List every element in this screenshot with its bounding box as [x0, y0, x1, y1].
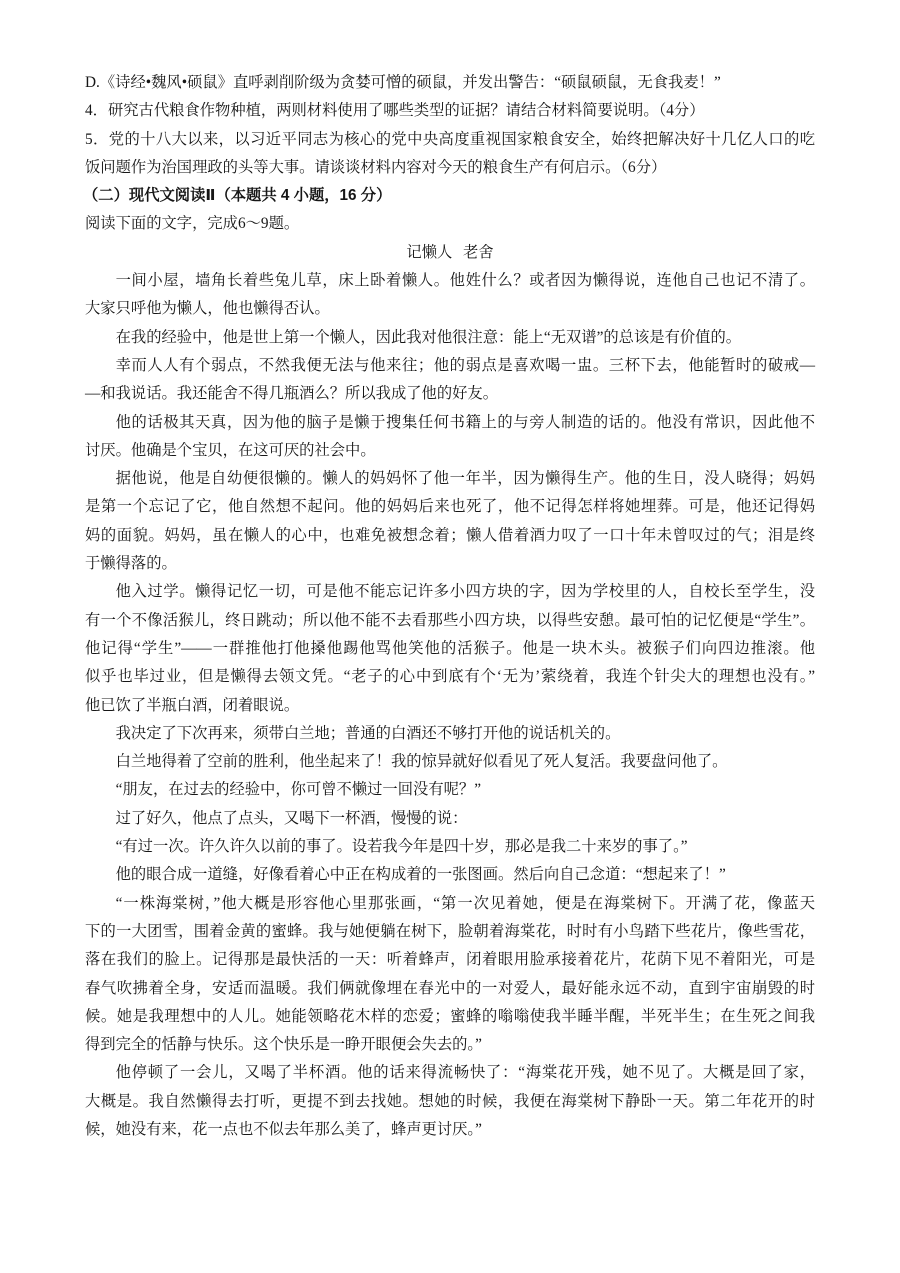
paragraph-line: 幸而人人有个弱点，不然我便无法与他来往；他的弱点是喜欢喝一盅。三杯下去，他能暂时的破戒— [115, 356, 815, 374]
article-paragraph [85, 352, 815, 409]
section-header [85, 182, 815, 239]
paragraph-line: 白兰地得着了空前的胜利，他坐起来了！我的惊异就好似看见了死人复活。我要盘问他了。 [115, 753, 728, 771]
article-paragraph [85, 267, 815, 324]
paragraph-line: 他记得“学生”——一群推他打他搡他踢他骂他笑他的活猴子。他是一块木头。被猴子们向四边推滚。他 [85, 639, 815, 657]
paragraph-line: 在我的经验中，他是世上第一个懒人，因此我对他很注意：能上“无双谱”的总该是有价值的。 [115, 328, 742, 346]
article-paragraph [85, 861, 815, 889]
paragraph-line: 他停顿了一会儿，又喝了半杯酒。他的话来得流畅快了：“海棠花开残，她不见了。大概是回了家， [115, 1064, 815, 1082]
article-paragraph [85, 409, 815, 466]
paragraph-line: 春气吹拂着全身，安适而温暖。我们俩就像埋在春光中的一对爱人，最好能永远不动，直到宇宙崩毁的时 [85, 979, 815, 997]
paragraph-line: 据他说，他是自幼便很懒的。懒人的妈妈怀了他一年半，因为懒得生产。他的生日，没人晓得；妈妈 [115, 470, 815, 488]
paragraph-line: 候，她没有来，花一点也不似去年那么美了，蜂声更讨厌。” [85, 1120, 482, 1138]
article-paragraph [85, 465, 815, 578]
paragraph-line: 他已饮了半瓶白酒，闭着眼说。 [85, 696, 300, 714]
paragraph-line: 他的话极其天真，因为他的脑子是懒于搜集任何书籍上的与旁人制造的话的。他没有常识，因此他不 [115, 413, 815, 431]
paragraph-line: “有过一次。许久许久以前的事了。设若我今年是四十岁，那必是我二十来岁的事了。” [115, 838, 688, 856]
paragraph-line: 一间小屋，墙角长着些兔儿草，床上卧着懒人。他姓什么？或者因为懒得说，连他自己也记不清了。 [115, 272, 815, 290]
question-option-d [85, 69, 815, 97]
article-author: 老舍 [463, 243, 494, 261]
paragraph-line: 落在我们的脸上。记得那是最快活的一天：听着蜂声，闭着眼用脸承接着花片，花荫下见不着阳光，可是 [85, 951, 815, 969]
document-page [85, 69, 815, 1144]
question-4-text: 4．研究古代粮食作物种植，两则材料使用了哪些类型的证据？请结合材料简要说明。（4分） [85, 102, 705, 120]
article-paragraph [85, 720, 815, 748]
paragraph-line: 我决定了下次再来，须带白兰地；普通的白酒还不够打开他的说话机关的。 [115, 724, 621, 742]
article-paragraph [85, 1059, 815, 1144]
paragraph-line: “一株海棠树，”他大概是形容他心里那张画，“第一次见着她，便是在海棠树下。开满了花，像蓝天 [115, 894, 815, 912]
paragraph-line: —和我说话。我还能舍不得几瓶酒么？所以我成了他的好友。 [85, 385, 499, 403]
paragraph-line: 似乎也毕过业，但是懒得去领文凭。“老子的心中到底有个‘无为’萦绕着，我连个针尖大的理想也没有。” [85, 668, 815, 686]
section-heading: （二）现代文阅读Ⅱ（本题共 4 小题，16 分） [83, 187, 392, 205]
question-4 [85, 97, 815, 125]
article-paragraph [85, 833, 815, 861]
paragraph-line: 讨厌。他确是个宝贝，在这可厌的社会中。 [85, 441, 376, 459]
paragraph-line: 妈的面貌。妈妈，虽在懒人的心中，也难免被想念着；懒人借着酒力叹了一口十年未曾叹过的气；泪是终 [85, 526, 815, 544]
paragraph-line: 大概是。我自然懒得去打听，更提不到去找她。想她的时候，我便在海棠树下静卧一天。第二年花开的时 [85, 1092, 815, 1110]
article-paragraph [85, 578, 815, 719]
article-title-line [85, 239, 815, 267]
question-5 [85, 126, 815, 183]
paragraph-line: 于懒得落的。 [85, 555, 177, 573]
question-5-line: 5．党的十八大以来，以习近平同志为核心的党中央高度重视国家粮食安全，始终把解决好十几亿人口的吃 [85, 130, 815, 148]
article-title: 记懒人 [406, 243, 453, 261]
paragraph-line: 候。她是我理想中的人儿。她能领略花木样的恋爱；蜜蜂的嗡嗡使我半睡半醒，半死半生；在生死之间我 [85, 1007, 815, 1025]
paragraph-line: 过了好久，他点了点头，又喝下一杯酒，慢慢的说： [115, 809, 468, 827]
section-instruction: 阅读下面的文字，完成6～9题。 [85, 215, 300, 233]
question-5-line: 饭问题作为治国理政的头等大事。请谈谈材料内容对今天的粮食生产有何启示。（6分） [85, 158, 667, 176]
option-d-text: D.《诗经•魏风•硕鼠》直呼剥削阶级为贪婪可憎的硕鼠，并发出警告：“硕鼠硕鼠，无食我麦！” [85, 74, 721, 91]
article-paragraph [85, 776, 815, 804]
paragraph-line: 大家只呼他为懒人，他也懒得否认。 [85, 300, 330, 318]
paragraph-line: 有一个不像活猴儿，终日跳动；所以他不能不去看那些小四方块，以得些安憩。最可怕的记忆便是“学生”。 [85, 611, 815, 629]
article-paragraph [85, 748, 815, 776]
article-paragraph [85, 805, 815, 833]
paragraph-line: 他的眼合成一道缝，好像看着心中正在构成着的一张图画。然后向自己念道：“想起来了！” [115, 866, 726, 884]
article-paragraph [85, 890, 815, 1060]
paragraph-line: 得到完全的恬静与快乐。这个快乐是一睁开眼便会失去的。” [85, 1036, 482, 1054]
article-paragraph [85, 324, 815, 352]
paragraph-line: 他入过学。懒得记忆一切，可是他不能忘记许多小四方块的字，因为学校里的人，自校长至学生，没 [115, 583, 815, 601]
paragraph-line: 下的一大团雪，围着金黄的蜜蜂。我与她便躺在树下，脸朝着海棠花，时时有小鸟踏下些花片，像些雪花， [85, 922, 815, 940]
paragraph-line: “朋友，在过去的经验中，你可曾不懒过一回没有呢？” [115, 781, 482, 799]
paragraph-line: 是第一个忘记了它，他自然想不起问。他的妈妈后来也死了，他不记得怎样将她埋葬。可是，他还记得妈 [85, 498, 815, 516]
